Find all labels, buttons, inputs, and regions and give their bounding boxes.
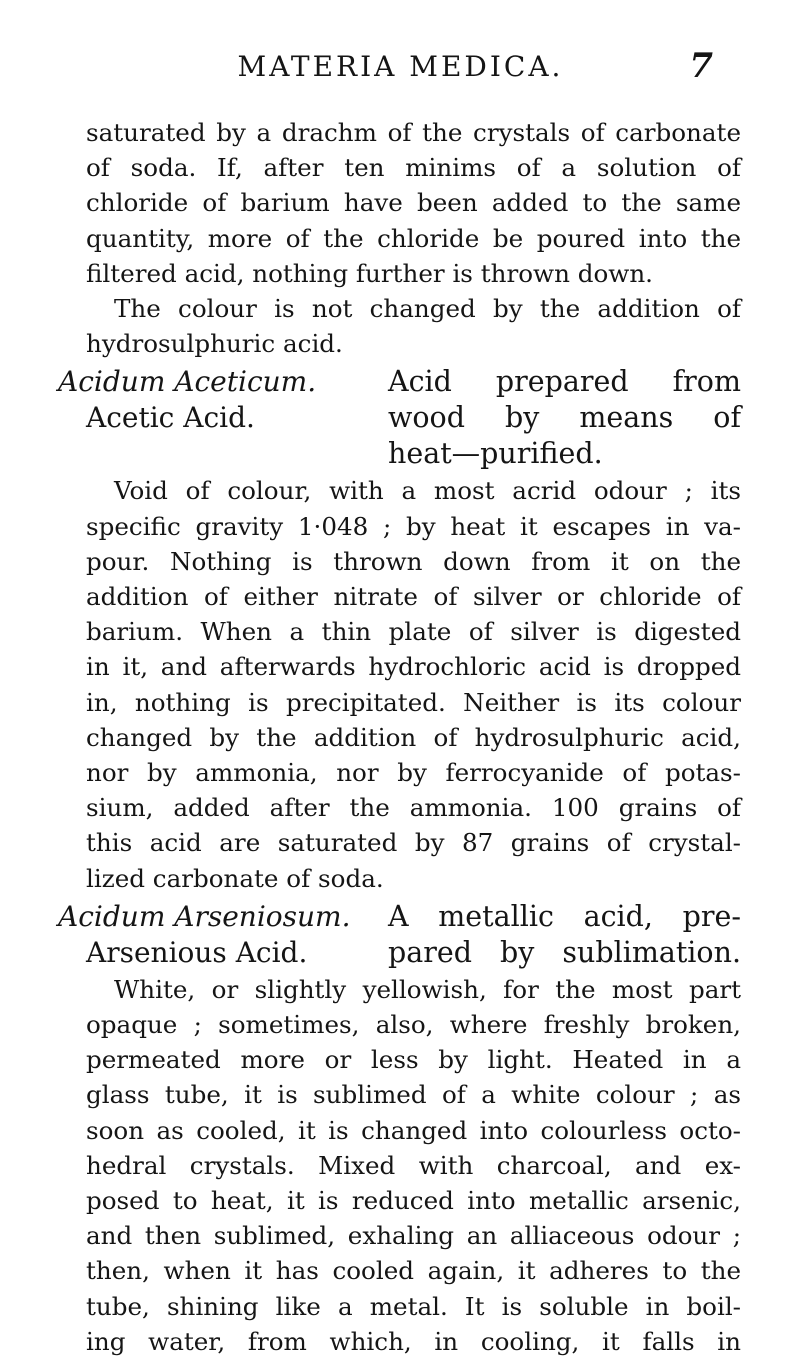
text-line: chloride of barium have been added to the same xyxy=(86,188,741,218)
description-line: Acid prepared from xyxy=(388,365,741,399)
text-line: addition of either nitrate of silver or chloride of xyxy=(86,582,741,612)
text-line: soon as cooled, it is changed into colourless octo- xyxy=(86,1115,741,1145)
text-line: The colour is not changed by the addition of xyxy=(114,294,741,324)
english-name: Acetic Acid. xyxy=(86,401,255,435)
text-line: this acid are saturated by 87 grains of crystal- xyxy=(86,828,741,858)
description-line: heat—purified. xyxy=(388,437,603,471)
entry-acidum-aceticum xyxy=(58,364,741,472)
text-line: nor by ammonia, nor by ferrocyanide of potas- xyxy=(86,758,741,788)
text-line: ing water, from which, in cooling, it falls in xyxy=(86,1326,741,1356)
paragraph-arsenious-acid xyxy=(86,972,741,1359)
text-line: Void of colour, with a most acrid odour ; its xyxy=(114,476,741,506)
text-line: sium, added after the ammonia. 100 grains of xyxy=(86,793,741,823)
paragraph-continuation xyxy=(86,115,741,361)
text-line: in, nothing is precipitated. Neither is its colour xyxy=(86,687,741,717)
paragraph-acetic-acid xyxy=(86,473,741,895)
entry-names xyxy=(58,364,388,436)
latin-name: Acidum Arseniosum. xyxy=(58,899,351,933)
latin-name: Acidum Aceticum. xyxy=(58,365,317,399)
entry-description xyxy=(388,899,741,971)
text-line: filtered acid, nothing further is thrown down. xyxy=(86,258,654,288)
text-line: quantity, more of the chloride be poured into the xyxy=(86,223,741,253)
page-number: 7 xyxy=(689,46,713,86)
entry-names xyxy=(58,899,388,971)
entry-description xyxy=(388,364,741,472)
text-line: of soda. If, after ten minims of a solution of xyxy=(86,153,741,183)
text-line: lized carbonate of soda. xyxy=(86,863,384,893)
text-line: hydrosulphuric acid. xyxy=(86,329,343,359)
description-line: wood by means of xyxy=(388,401,741,435)
text-line: saturated by a drachm of the crystals of carbonate xyxy=(86,118,741,147)
running-title: MATERIA MEDICA. xyxy=(237,50,564,83)
text-line: in it, and afterwards hydrochloric acid is dropped xyxy=(86,652,741,682)
page-header xyxy=(0,46,801,90)
description-line: A metallic acid, pre- xyxy=(388,899,741,933)
text-line: hedral crystals. Mixed with charcoal, and ex- xyxy=(86,1150,741,1180)
text-line: tube, shining like a metal. It is soluble in boil- xyxy=(86,1291,741,1321)
text-line: barium. When a thin plate of silver is digested xyxy=(86,617,741,647)
entry-acidum-arseniosum xyxy=(58,899,741,971)
text-line: White, or slightly yellowish, for the most part xyxy=(114,974,741,1004)
text-line: changed by the addition of hydrosulphuric acid, xyxy=(86,722,741,752)
text-line: glass tube, it is sublimed of a white colour ; as xyxy=(86,1080,741,1110)
text-line: permeated more or less by light. Heated in a xyxy=(86,1045,741,1075)
text-line: opaque ; sometimes, also, where freshly broken, xyxy=(86,1010,741,1040)
text-line: and then sublimed, exhaling an alliaceous odour ; xyxy=(86,1221,741,1251)
text-line: specific gravity 1·048 ; by heat it escapes in va- xyxy=(86,511,741,541)
english-name: Arsenious Acid. xyxy=(86,935,308,969)
text-line: posed to heat, it is reduced into metallic arsenic, xyxy=(86,1186,741,1216)
text-line: then, when it has cooled again, it adheres to the xyxy=(86,1256,741,1286)
page-body xyxy=(58,115,741,1359)
description-line: pared by sublimation. xyxy=(388,935,741,969)
text-line: pour. Nothing is thrown down from it on the xyxy=(86,546,741,576)
